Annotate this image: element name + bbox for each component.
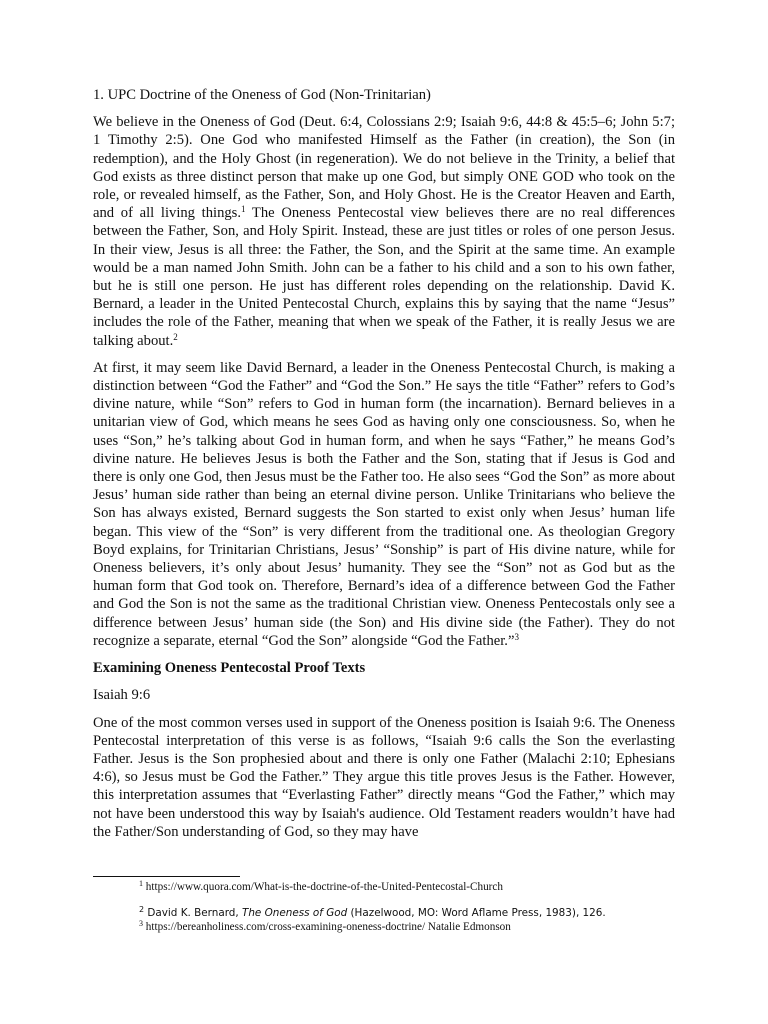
footnote-2-publication: (Hazelwood, MO: Word Aflame Press, 1983), 126.: [347, 907, 606, 919]
paragraph-doctrine: [93, 113, 675, 350]
subheading-isaiah: Isaiah 9:6: [93, 687, 151, 704]
document-body: [93, 86, 675, 850]
paragraph-bernard: [93, 359, 675, 650]
footnote-3: [139, 920, 699, 934]
footnote-3-link[interactable]: https://bereanholiness.com/cross-examining-oneness-doctrine/ Natalie Edmonson: [145, 921, 511, 933]
paragraph-isaiah: One of the most common verses used in support of the Oneness position is Isaiah 9:6. The Oneness Pentecostal interpretation of this verse is as follows, “Isaiah 9:6 calls the Son the everlasting Father. Jesus is the Son prophesied about and there is only one Father (Malachi 2:10; Ephesians 4:6), so Jesus must be God the Father.” They argue this title proves Jesus is the Father. However, this interpretation assumes that “Everlasting Father” directly means “God the Father,” which may not have been understood this way by Isaiah's audience. Old Testament readers wouldn’t have had the Father/Son understanding of God, so they may have: [93, 714, 675, 840]
footnote-ref-2[interactable]: 2: [173, 331, 178, 342]
footnote-1-number: 1: [139, 879, 143, 888]
footnote-1: [139, 879, 699, 895]
section-title: 1. UPC Doctrine of the Oneness of God (Non-Trinitarian): [93, 87, 431, 103]
footnote-separator: [93, 876, 240, 877]
footnote-1-link[interactable]: https://www.quora.com/What-is-the-doctrine-of-the-United-Pentecostal-Church: [145, 881, 503, 893]
paragraph-doctrine-part-a: We believe in the Oneness of God (Deut. 6:4, Colossians 2:9; Isaiah 9:6, 44:8 & 45:5–6; John 5:7; 1 Timothy 2:5). One God who manifested Himself as the Father (in creation), the Son (in redemption), and the Holy Ghost (in regeneration). We do not believe in the Trinity, a belief that God exists as three distinct person that make up one God, but simply ONE GOD who took on the role, or revealed himself, as the Father, Son, and Holy Ghost. He is the Creator Heaven and Earth, and of all living things.: [93, 114, 675, 222]
footnote-ref-1[interactable]: 1: [241, 204, 246, 215]
footnote-2-book-title: The Oneness of God: [241, 907, 348, 919]
footnote-2: [139, 906, 699, 920]
footnote-2-number: 2: [139, 905, 145, 914]
footnotes: [139, 879, 699, 934]
section-heading: Examining Oneness Pentecostal Proof Texts: [93, 660, 366, 677]
paragraph-doctrine-part-b: The Oneness Pentecostal view believes there are no real differences between the Father, Son, and Holy Spirit. Instead, these are just titles or roles of one person Jesus. In their view, Jesus is all three: the Father, the Son, and the Spirit at the same time. An example would be a man named John Smith. John can be a father to his child and a son to his own father, but he is still one person. He just has different roles depending on the relationship. David K. Bernard, a leader in the United Pentecostal Church, explains this by saying that the name “Jesus” includes the role of the Father, meaning that when we speak of the Father, it is really Jesus we are talking about.: [93, 205, 675, 349]
paragraph-bernard-text: At first, it may seem like David Bernard, a leader in the Oneness Pentecostal Church, is making a distinction between “God the Father” and “God the Son.” He says the title “Father” refers to God’s divine nature, while “Son” refers to God in human form (the incarnation). Bernard believes in a unitarian view of God, which means he sees God as having only one consciousness. So, when he uses “Son,” he’s talking about God in human form, and when he says “Father,” he means God’s divine nature. He believes Jesus is both the Father and the Son, stating that if Jesus is God and there is only one God, then Jesus must be the Father too. He also sees “God the Son” as more about Jesus’ human side rather than being an eternal divine person. Unlike Trinitarians who believe the Son has always existed, Bernard suggests the Son started to exist only when Jesus’ human life began. This view of the “Son” is very different from the traditional one. As theologian Gregory Boyd explains, for Trinitarian Christians, Jesus’ “Sonship” is part of His divine nature, while for Oneness believers, it’s only about Jesus’ humanity. They see the “Son” not as God but as the human form that God took on. Therefore, Bernard’s idea of a difference between God the Father and God the Son is not the same as the traditional Christian view. Oneness Pentecostals only see a difference between Jesus’ human side (the Son) and His divine side (the Father). They do not recognize a separate, eternal “God the Son” alongside “God the Father.”: [93, 359, 675, 649]
footnote-2-author: David K. Bernard,: [147, 907, 242, 919]
footnote-3-number: 3: [139, 919, 143, 928]
footnote-ref-3[interactable]: 3: [514, 631, 519, 642]
